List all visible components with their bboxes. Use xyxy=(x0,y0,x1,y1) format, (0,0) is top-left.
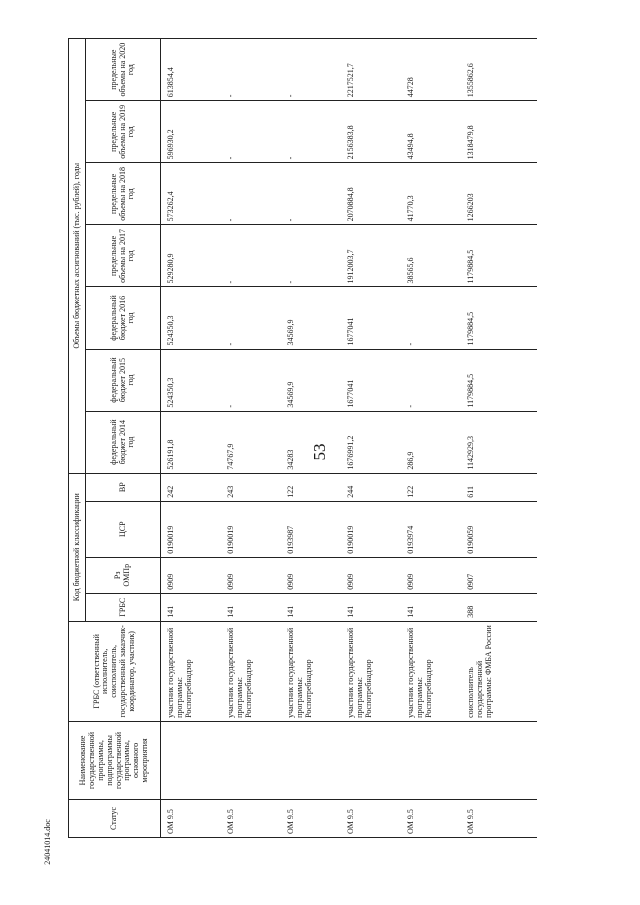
cell-status: ОМ 9.5 xyxy=(401,799,461,837)
cell-2015: - xyxy=(221,349,281,411)
cell-csr: 0193987 xyxy=(281,501,341,557)
header-2018: предельные объемы на 2018 год xyxy=(86,163,161,225)
cell-responsible: участник государственной программы: Роспотребнадзор xyxy=(161,621,222,721)
cell-2020: 1355862,6 xyxy=(461,39,537,101)
table-row xyxy=(341,39,401,838)
cell-responsible: участник государственной программы: Роспотребнадзор xyxy=(281,621,341,721)
cell-name xyxy=(161,721,222,799)
cell-rz: 0909 xyxy=(401,557,461,593)
cell-2014: 286,9 xyxy=(401,411,461,473)
cell-status: ОМ 9.5 xyxy=(221,799,281,837)
cell-status: ОМ 9.5 xyxy=(461,799,537,837)
cell-2016: 1179884,5 xyxy=(461,287,537,349)
cell-2020: 44728 xyxy=(401,39,461,101)
header-budget-code-group: Код бюджетной классификации xyxy=(69,473,86,621)
cell-responsible: участник государственной программы: Роспотребнадзор xyxy=(401,621,461,721)
header-csr: ЦСР xyxy=(86,501,161,557)
cell-name xyxy=(461,721,537,799)
cell-name xyxy=(281,721,341,799)
budget-table xyxy=(68,38,537,838)
document-id: 24041014.doc xyxy=(43,819,52,865)
cell-status: ОМ 9.5 xyxy=(341,799,401,837)
cell-vr: 122 xyxy=(401,473,461,501)
cell-vr: 242 xyxy=(161,473,222,501)
cell-name xyxy=(341,721,401,799)
cell-2019: - xyxy=(281,101,341,163)
header-2015: федеральный бюджет 2015 год xyxy=(86,349,161,411)
header-2020: предельные объемы на 2020 год xyxy=(86,39,161,101)
cell-rz: 0907 xyxy=(461,557,537,593)
cell-2014: 1676991,2 xyxy=(341,411,401,473)
cell-rz: 0909 xyxy=(221,557,281,593)
cell-csr: 0190019 xyxy=(341,501,401,557)
cell-csr: 0193974 xyxy=(401,501,461,557)
table-row xyxy=(401,39,461,838)
header-2016: федеральный бюджет 2016 год xyxy=(86,287,161,349)
cell-csr: 0190019 xyxy=(161,501,222,557)
cell-name xyxy=(401,721,461,799)
header-grbs-full: ГРБС (ответственный исполнитель, соисполнитель, государственный заказчик-координатор, участник) xyxy=(69,621,161,721)
cell-2020: - xyxy=(281,39,341,101)
cell-vr: 611 xyxy=(461,473,537,501)
page-number: 53 xyxy=(310,443,329,461)
cell-2014: 526191,8 xyxy=(161,411,222,473)
header-status: Статус xyxy=(69,799,161,837)
cell-2014: 34283 xyxy=(281,411,341,473)
cell-grbs: 141 xyxy=(401,593,461,621)
header-2019: предельные объемы на 2019 год xyxy=(86,101,161,163)
cell-grbs: 141 xyxy=(341,593,401,621)
cell-grbs: 141 xyxy=(221,593,281,621)
cell-2017: 38565,6 xyxy=(401,225,461,287)
rotated-table-wrapper xyxy=(68,38,628,838)
cell-2015: 524350,3 xyxy=(161,349,222,411)
cell-2019: 2156383,8 xyxy=(341,101,401,163)
cell-csr: 0190019 xyxy=(221,501,281,557)
cell-responsible: участник государственной программы: Роспотребнадзор xyxy=(221,621,281,721)
cell-csr: 0190059 xyxy=(461,501,537,557)
cell-2018: 2070884,8 xyxy=(341,163,401,225)
cell-2015: 34569,9 xyxy=(281,349,341,411)
cell-status: ОМ 9.5 xyxy=(281,799,341,837)
table-row xyxy=(161,39,222,838)
cell-grbs: 388 xyxy=(461,593,537,621)
cell-rz: 0909 xyxy=(281,557,341,593)
cell-2016: - xyxy=(221,287,281,349)
cell-2014: 74767,9 xyxy=(221,411,281,473)
cell-2019: 596930,2 xyxy=(161,101,222,163)
cell-2020: 2217521,7 xyxy=(341,39,401,101)
cell-2014: 1142929,3 xyxy=(461,411,537,473)
cell-rz: 0909 xyxy=(161,557,222,593)
cell-vr: 243 xyxy=(221,473,281,501)
cell-2020: 613854,4 xyxy=(161,39,222,101)
cell-2019: 43494,8 xyxy=(401,101,461,163)
cell-2016: - xyxy=(401,287,461,349)
cell-2020: - xyxy=(221,39,281,101)
cell-2018: 1266203 xyxy=(461,163,537,225)
cell-2016: 1677041 xyxy=(341,287,401,349)
cell-2019: 1318479,8 xyxy=(461,101,537,163)
cell-responsible: участник государственной программы: Роспотребнадзор xyxy=(341,621,401,721)
cell-2018: 573262,4 xyxy=(161,163,222,225)
header-vr: ВР xyxy=(86,473,161,501)
header-volumes-group: Объемы бюджетных ассигнований (тыс. рублей), годы xyxy=(69,39,86,474)
cell-2017: 529280,9 xyxy=(161,225,222,287)
cell-2015: - xyxy=(401,349,461,411)
cell-rz: 0909 xyxy=(341,557,401,593)
cell-2017: - xyxy=(221,225,281,287)
cell-2017: 1179884,5 xyxy=(461,225,537,287)
cell-2018: - xyxy=(281,163,341,225)
cell-2017: 1912003,7 xyxy=(341,225,401,287)
table-row xyxy=(281,39,341,838)
cell-status: ОМ 9.5 xyxy=(161,799,222,837)
cell-2016: 524350,3 xyxy=(161,287,222,349)
cell-2018: - xyxy=(221,163,281,225)
header-grbs: ГРБС xyxy=(86,593,161,621)
cell-vr: 244 xyxy=(341,473,401,501)
cell-2015: 1677041 xyxy=(341,349,401,411)
cell-name xyxy=(221,721,281,799)
table-row xyxy=(461,39,537,838)
cell-2015: 1179884,5 xyxy=(461,349,537,411)
cell-2019: - xyxy=(221,101,281,163)
table-row xyxy=(221,39,281,838)
cell-2016: 34569,9 xyxy=(281,287,341,349)
cell-2017: - xyxy=(281,225,341,287)
header-rz: Рз ОМПр xyxy=(86,557,161,593)
cell-vr: 122 xyxy=(281,473,341,501)
table-header-row xyxy=(69,39,86,838)
cell-responsible: соисполнитель государственной программы: ФМБА России xyxy=(461,621,537,721)
cell-grbs: 141 xyxy=(161,593,222,621)
cell-grbs: 141 xyxy=(281,593,341,621)
header-2014: федеральный бюджет 2014 год xyxy=(86,411,161,473)
header-name: Наименование государственной программы, подпрограммы государственной программы, основного мероприятия xyxy=(69,721,161,799)
cell-2018: 41770,3 xyxy=(401,163,461,225)
header-2017: предельные объемы на 2017 год xyxy=(86,225,161,287)
